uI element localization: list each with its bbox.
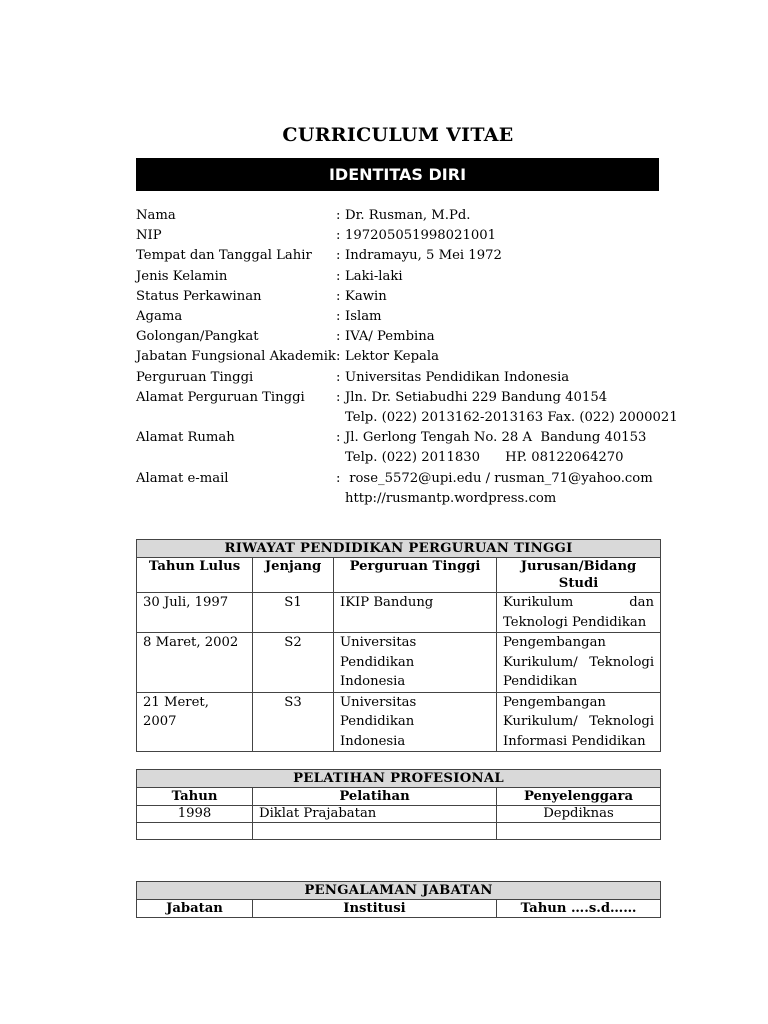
identity-value: Indramayu, 5 Mei 1972 [345, 248, 502, 264]
training-header-training: Pelatihan [253, 788, 497, 806]
identity-separator: : [336, 389, 341, 405]
identity-label: NIP [136, 228, 162, 244]
identity-row [136, 408, 678, 428]
identity-label [136, 448, 336, 468]
identity-separator: : [336, 369, 341, 385]
training-year: 1998 [137, 806, 253, 823]
cell-line: Kurikulum/ Teknologi [503, 714, 655, 729]
training-header-year: Tahun [137, 788, 253, 806]
identity-value: 197205051998021001 [345, 228, 497, 244]
identity-row [136, 287, 666, 307]
positions-header-position: Jabatan [137, 900, 253, 918]
table-row [137, 692, 661, 752]
training-table [136, 769, 661, 840]
identity-label: Alamat Perguruan Tinggi [136, 389, 305, 405]
education-major [497, 692, 661, 752]
training-organizer: Depdiknas [497, 806, 661, 823]
identity-row [136, 327, 666, 347]
identity-row [136, 448, 666, 468]
identity-value: Laki-laki [345, 268, 403, 284]
positions-title: PENGALAMAN JABATAN [137, 882, 661, 900]
identity-list [136, 206, 678, 509]
identity-value: http://rusmantp.wordpress.com [345, 490, 557, 506]
identity-value: Lektor Kepala [345, 349, 439, 365]
cell-line: Pendidikan [503, 674, 578, 689]
identity-row [136, 388, 666, 408]
identity-separator: : [336, 288, 341, 304]
identity-row [136, 206, 666, 226]
cell-line: Universitas Pendidikan [340, 694, 417, 729]
training-title: PELATIHAN PROFESIONAL [137, 770, 661, 788]
identity-row [136, 469, 666, 489]
education-year: 30 Juli, 1997 [137, 593, 253, 633]
identity-label [136, 408, 336, 428]
identity-separator: : [336, 268, 341, 284]
cell-line: Teknologi Pendidikan [503, 614, 647, 630]
training-name: Diklat Prajabatan [253, 806, 497, 823]
identity-value: Jln. Dr. Setiabudhi 229 Bandung 40154 [345, 389, 608, 405]
identity-row [136, 307, 666, 327]
identity-label: Nama [136, 208, 176, 223]
identity-separator: : [336, 228, 341, 244]
identity-label: Jabatan Fungsional Akademik [136, 349, 336, 365]
education-level: S1 [253, 593, 334, 633]
table-row [137, 633, 661, 693]
identity-value: Jl. Gerlong Tengah No. 28 A Bandung 40153 [345, 430, 647, 446]
positions-header-years: Tahun ….s.d…… [497, 900, 661, 918]
identity-row [136, 489, 666, 509]
training-name [253, 823, 497, 840]
identity-label [136, 489, 336, 509]
cell-line: Kurikulum/ Teknologi [503, 654, 655, 670]
identity-label: Golongan/Pangkat [136, 329, 259, 345]
positions-table [136, 881, 661, 918]
education-level: S3 [253, 692, 334, 752]
identity-label: Jenis Kelamin [136, 268, 228, 284]
table-row [137, 806, 661, 823]
education-level: S2 [253, 633, 334, 693]
training-header-organizer: Penyelenggara [497, 788, 661, 806]
education-year: 8 Maret, 2002 [137, 633, 253, 693]
identity-label: Tempat dan Tanggal Lahir [136, 248, 312, 264]
identity-separator: : [336, 470, 341, 486]
cell-line: IKIP Bandung [340, 595, 434, 610]
cell-line: Indonesia [340, 733, 406, 749]
identity-label: Alamat Rumah [136, 430, 235, 446]
cell-line: Pengembangan [503, 635, 606, 650]
education-table [136, 539, 661, 752]
education-title: RIWAYAT PENDIDIKAN PERGURUAN TINGGI [137, 540, 661, 558]
identity-separator: : [336, 248, 341, 264]
education-header-institution: Perguruan Tinggi [334, 558, 497, 593]
identity-value: Islam [345, 309, 382, 325]
identity-separator [336, 408, 345, 428]
table-row [137, 823, 661, 840]
identity-row [136, 347, 666, 367]
identity-separator: : [336, 349, 341, 365]
identity-value: Dr. Rusman, M.Pd. [345, 208, 471, 223]
table-row [137, 593, 661, 633]
cell-line: Universitas Pendidikan [340, 635, 417, 670]
education-major [497, 593, 661, 633]
identity-value: Telp. (022) 2011830 HP. 08122064270 [345, 450, 624, 466]
identity-separator: : [336, 309, 341, 325]
identity-label: Perguruan Tinggi [136, 369, 254, 385]
training-organizer [497, 823, 661, 840]
cell-line: Indonesia [340, 674, 406, 689]
education-major [497, 633, 661, 693]
identity-label: Status Perkawinan [136, 288, 262, 304]
identity-separator: : [336, 430, 341, 446]
training-year [137, 823, 253, 840]
identity-row [136, 226, 666, 246]
positions-header-institution: Institusi [253, 900, 497, 918]
identity-value: IVA/ Pembina [345, 329, 435, 345]
education-institution [334, 593, 497, 633]
identity-row [136, 428, 666, 448]
education-institution [334, 633, 497, 693]
identity-row [136, 267, 666, 287]
identity-row [136, 368, 666, 388]
identity-separator [336, 448, 345, 468]
cell-line: Informasi Pendidikan [503, 733, 646, 749]
identity-banner: IDENTITAS DIRI [136, 158, 659, 191]
education-header-year: Tahun Lulus [137, 558, 253, 593]
cell-line: Pengembangan [503, 694, 606, 710]
education-year: 21 Meret, 2007 [137, 692, 253, 752]
identity-value: Universitas Pendidikan Indonesia [345, 369, 570, 385]
identity-label: Agama [136, 309, 183, 325]
identity-label: Alamat e-mail [136, 470, 229, 486]
identity-separator: : [336, 208, 341, 223]
education-institution [334, 692, 497, 752]
education-header-major: Jurusan/Bidang Studi [497, 558, 661, 593]
identity-separator: : [336, 329, 341, 345]
education-header-level: Jenjang [253, 558, 334, 593]
identity-separator [336, 489, 345, 509]
identity-value: rose_5572@upi.edu / rusman_71@yahoo.com [345, 470, 653, 486]
identity-row [136, 246, 666, 266]
identity-value: Kawin [345, 288, 387, 304]
page-title: CURRICULUM VITAE [282, 124, 514, 146]
identity-value: Telp. (022) 2013162-2013163 Fax. (022) 2000021 [345, 410, 678, 426]
cell-line: Kurikulum dan [503, 595, 655, 610]
